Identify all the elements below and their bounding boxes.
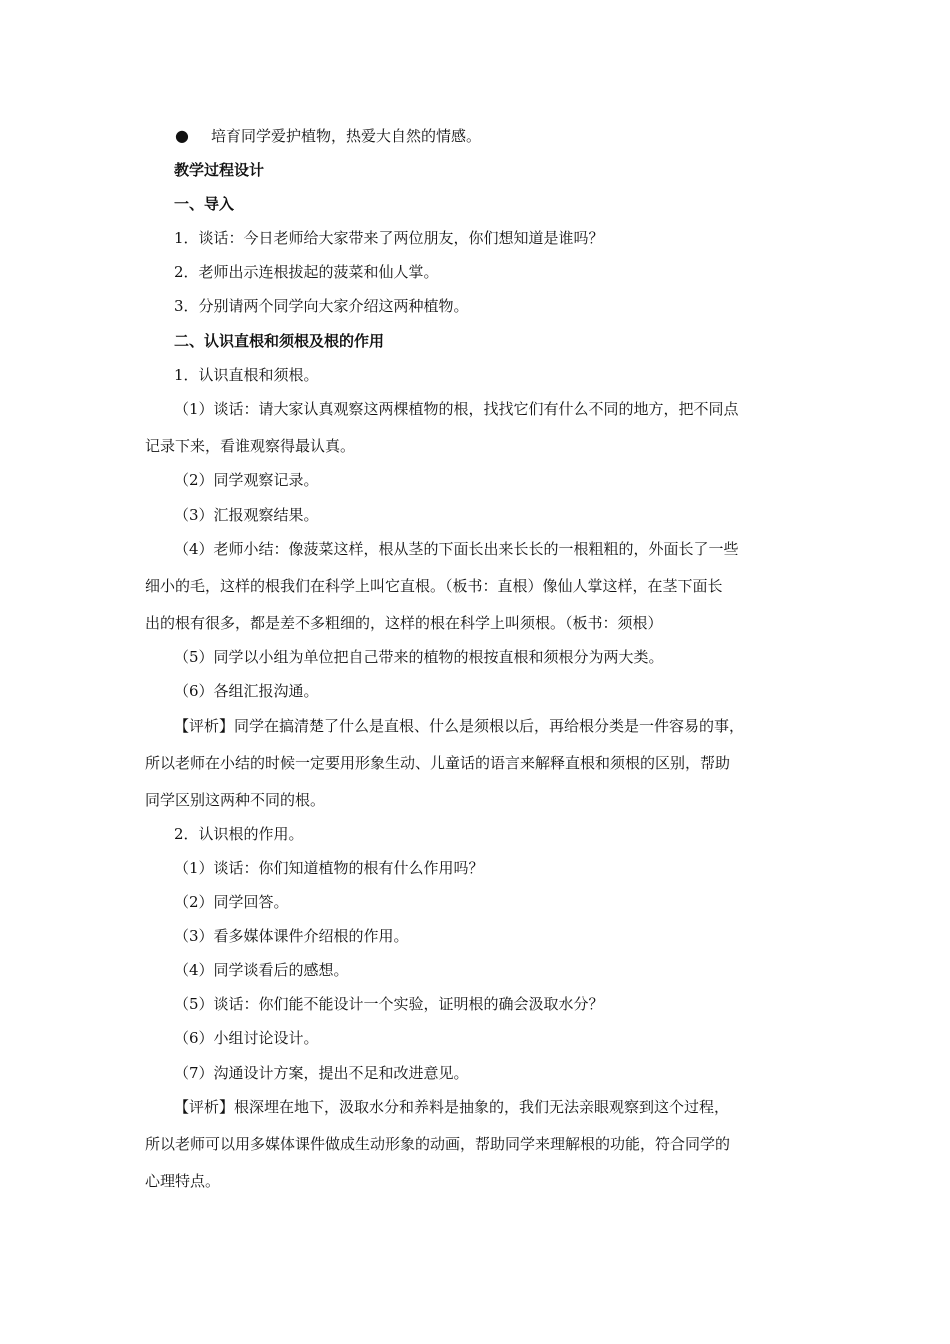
paragraph-line: （1）谈话：请大家认真观察这两棵植物的根，找找它们有什么不同的地方，把不同点 [174,400,739,418]
paragraph-line: （6）小组讨论设计。 [174,1029,319,1047]
commentary-line: 【评析】同学在搞清楚了什么是直根、什么是须根以后，再给根分类是一件容易的事， [174,717,745,735]
section-heading: 二、认识直根和须根及根的作用 [174,332,385,350]
paragraph-line: （3）汇报观察结果。 [174,506,319,524]
commentary-line: 同学区别这两种不同的根。 [145,791,326,809]
paragraph-line: （5）同学以小组为单位把自己带来的植物的根按直根和须根分为两大类。 [174,648,664,666]
paragraph-line: 1．谈话：今日老师给大家带来了两位朋友，你们想知道是谁吗？ [174,229,604,247]
paragraph-line: （2）同学观察记录。 [174,471,319,489]
paragraph-line: （7）沟通设计方案，提出不足和改进意见。 [174,1064,469,1082]
paragraph-line: 出的根有很多，都是差不多粗细的，这样的根在科学上叫须根。（板书：须根） [145,614,663,632]
paragraph-line: （6）各组汇报沟通。 [174,682,319,700]
bullet-icon: ● [175,126,189,145]
paragraph-line: （4）同学谈看后的感想。 [174,961,349,979]
paragraph-line: 记录下来，看谁观察得最认真。 [145,437,356,455]
commentary-line: 【评析】根深埋在地下，汲取水分和养料是抽象的，我们无法亲眼观察到这个过程， [174,1098,730,1116]
paragraph-line: （5）谈话：你们能不能设计一个实验，证明根的确会汲取水分？ [174,995,604,1013]
paragraph-line: （4）老师小结：像菠菜这样，根从茎的下面长出来长长的一根粗粗的，外面长了一些 [174,540,739,558]
paragraph-line: 细小的毛，这样的根我们在科学上叫它直根。（板书：直根）像仙人掌这样，在茎下面长 [145,577,723,595]
section-heading: 一、导入 [174,195,235,213]
paragraph-line: 3．分别请两个同学向大家介绍这两种植物。 [174,297,469,315]
paragraph-line: （1）谈话：你们知道植物的根有什么作用吗？ [174,859,484,877]
commentary-line: 所以老师在小结的时候一定要用形象生动、儿童话的语言来解释直根和须根的区别，帮助 [145,754,731,772]
section-heading: 教学过程设计 [174,161,265,179]
paragraph-line: 1．认识直根和须根。 [174,366,319,384]
paragraph-line: （3）看多媒体课件介绍根的作用。 [174,927,409,945]
paragraph-line: （2）同学回答。 [174,893,289,911]
paragraph-line: 2．老师出示连根拔起的菠菜和仙人掌。 [174,263,439,281]
paragraph-line: 2．认识根的作用。 [174,825,304,843]
commentary-line: 所以老师可以用多媒体课件做成生动形象的动画，帮助同学来理解根的功能，符合同学的 [145,1135,731,1153]
commentary-line: 心理特点。 [145,1172,221,1190]
objective-line: 培育同学爱护植物，热爱大自然的情感。 [211,127,482,145]
